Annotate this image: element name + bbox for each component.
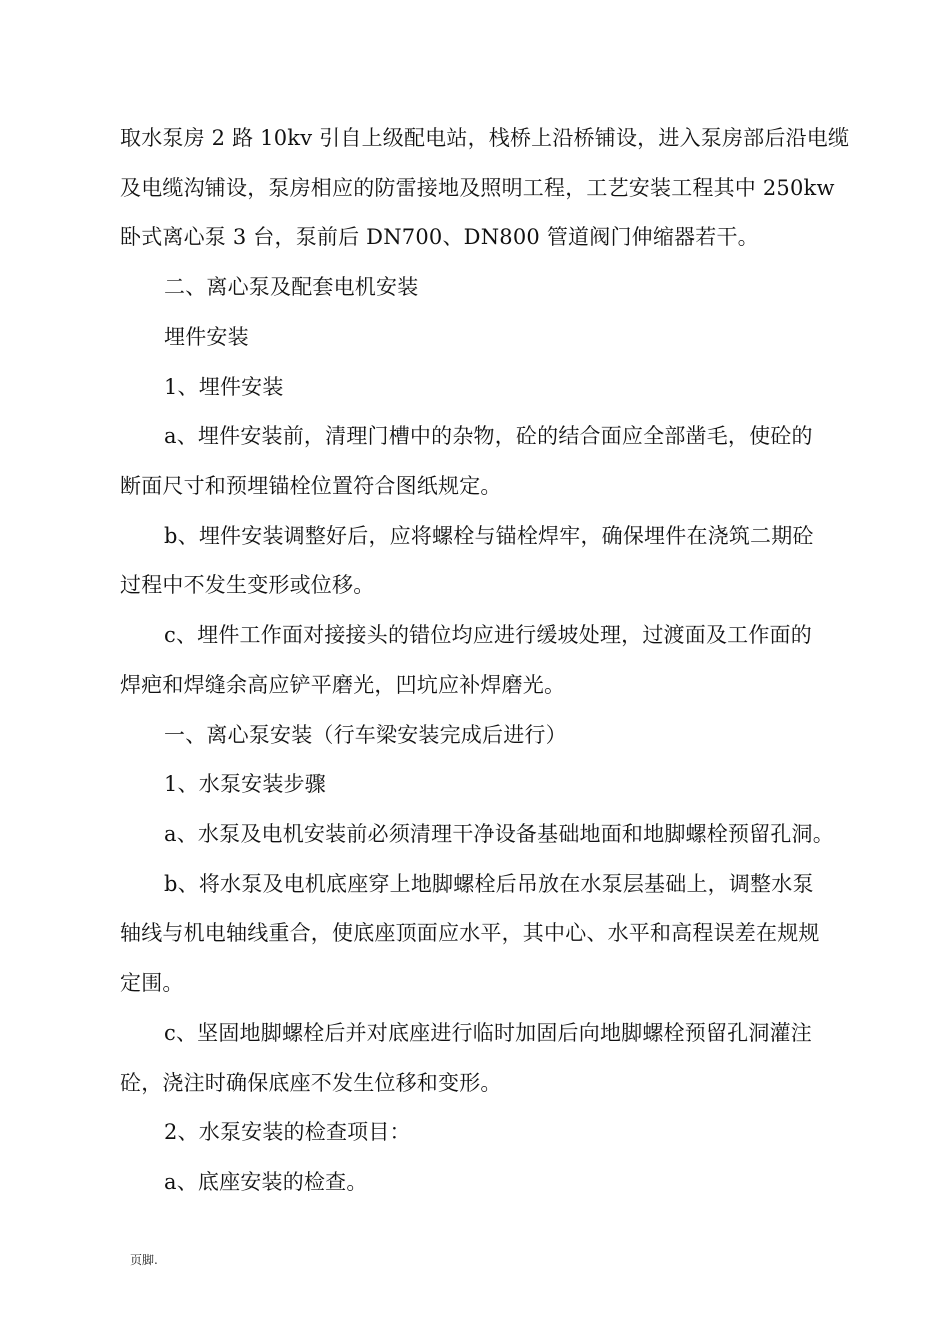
section-heading: 一、离心泵安装（行车梁安装完成后进行） [164, 723, 567, 747]
subsection-heading: 1、水泵安装步骤 [164, 772, 326, 796]
text-line: c、坚固地脚螺栓后并对底座进行临时加固后向地脚螺栓预留孔洞灌注 [164, 1021, 812, 1045]
text-line: c、埋件工作面对接接头的错位均应进行缓坡处理，过渡面及工作面的 [164, 623, 812, 647]
text-line: 焊疤和焊缝余高应铲平磨光，凹坑应补焊磨光。 [120, 673, 566, 697]
text-line: a、埋件安装前，清理门槽中的杂物，砼的结合面应全部凿毛，使砼的 [164, 424, 813, 448]
text-line: 砼，浇注时确保底座不发生位移和变形。 [120, 1071, 502, 1095]
text-line: 轴线与机电轴线重合，使底座顶面应水平，其中心、水平和高程误差在规规 [120, 921, 820, 945]
subsection-heading: 2、水泵安装的检查项目： [164, 1120, 411, 1144]
text-line: 卧式离心泵 3 台，泵前后 DN700、DN800 管道阀门伸缩器若干。 [120, 225, 759, 249]
text-line: a、底座安装的检查。 [164, 1170, 368, 1194]
text-line: 及电缆沟铺设，泵房相应的防雷接地及照明工程，工艺安装工程其中 250kw [120, 176, 835, 200]
text-line: 过程中不发生变形或位移。 [120, 573, 375, 597]
text-line: 定围。 [120, 971, 184, 995]
text-line: 取水泵房 2 路 10kv 引自上级配电站，栈桥上沿桥铺设，进入泵房部后沿电缆 [120, 126, 850, 150]
text-line: 断面尺寸和预埋锚栓位置符合图纸规定。 [120, 474, 502, 498]
text-line: b、埋件安装调整好后，应将螺栓与锚栓焊牢，确保埋件在浇筑二期砼 [164, 524, 814, 548]
section-heading: 二、离心泵及配套电机安装 [164, 275, 419, 299]
text-line: b、将水泵及电机底座穿上地脚螺栓后吊放在水泵层基础上，调整水泵 [164, 872, 814, 896]
text-line: a、水泵及电机安装前必须清理干净设备基础地面和地脚螺栓预留孔洞。 [164, 822, 834, 846]
subsection-heading: 1、埋件安装 [164, 375, 284, 399]
subsection-heading: 埋件安装 [164, 325, 249, 349]
page-footer: 页脚. [130, 1253, 158, 1267]
